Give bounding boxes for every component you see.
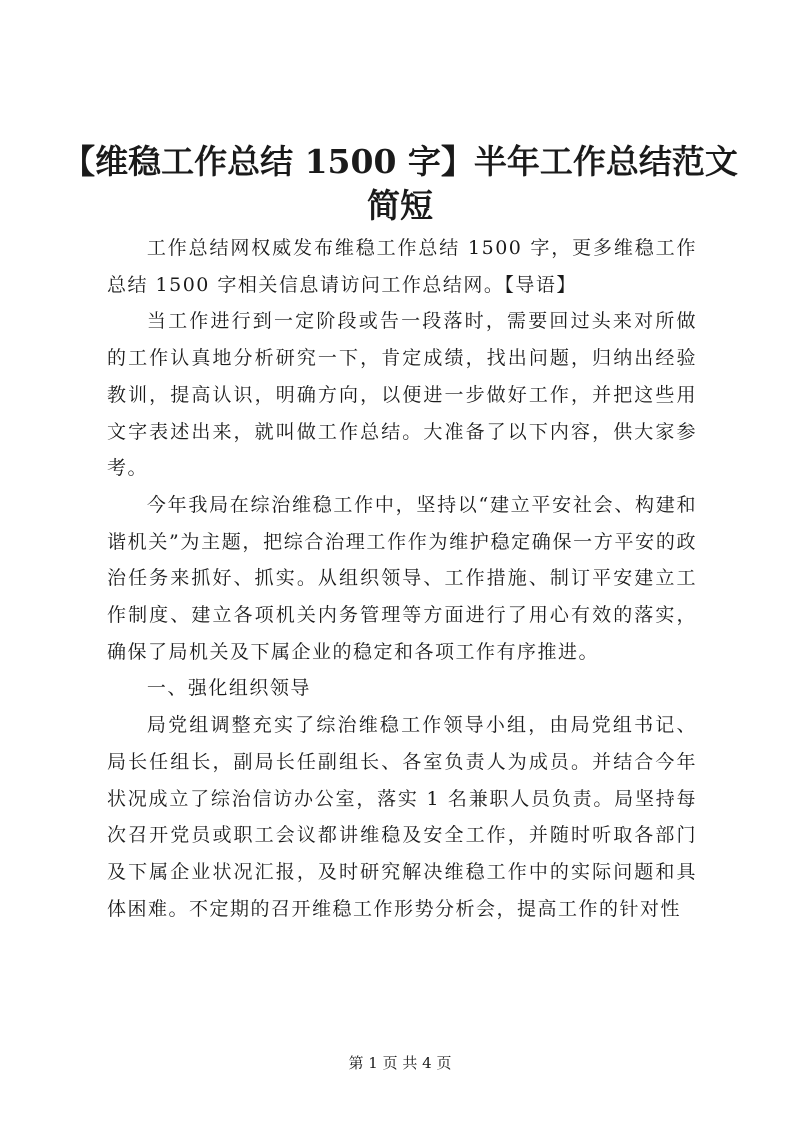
title-line-1: 【维稳工作总结 1500 字】半年工作总结范文	[62, 142, 738, 181]
page-footer: 第 1 页 共 4 页	[348, 1054, 452, 1072]
paragraph-overview: 今年我局在综治维稳工作中，坚持以“建立平安社会、构建和谐机关”为主题，把综合治理工作作为维护稳定确保一方平安的政治任务来抓好、抓实。从组织领导、工作措施、制订平安建立工作制度、建立各项机关内务管理等方面进行了用心有效的落实，确保了局机关及下属企业的稳定和各项工作有序推进。	[107, 493, 697, 663]
paragraph-organization: 局党组调整充实了综治维稳工作领导小组，由局党组书记、局长任组长，副局长任副组长、各室负责人为成员。并结合今年状况成立了综治信访办公室，落实 1 名兼职人员负责。局坚持每次召开党员或职工会议都讲维稳及安全工作，并随时听取各部门及下属企业状况汇报，及时研究解决维稳工作中的实际问题和具体困难。不定期的召开维稳工作形势分析会，提高工作的针对性	[107, 714, 697, 920]
document-body	[107, 230, 697, 927]
paragraph-intro: 工作总结网权威发布维稳工作总结 1500 字，更多维稳工作总结 1500 字相关信息请访问工作总结网。【导语】	[107, 237, 697, 296]
section-heading: 一、强化组织领导	[146, 677, 311, 700]
title-line-2: 简短	[367, 186, 433, 225]
paragraph-definition: 当工作进行到一定阶段或告一段落时，需要回过头来对所做的工作认真地分析研究一下，肯定成绩，找出问题，归纳出经验教训，提高认识，明确方向，以便进一步做好工作，并把这些用文字表述出来，就叫做工作总结。大准备了以下内容，供大家参考。	[107, 310, 697, 480]
document-title	[60, 140, 740, 228]
